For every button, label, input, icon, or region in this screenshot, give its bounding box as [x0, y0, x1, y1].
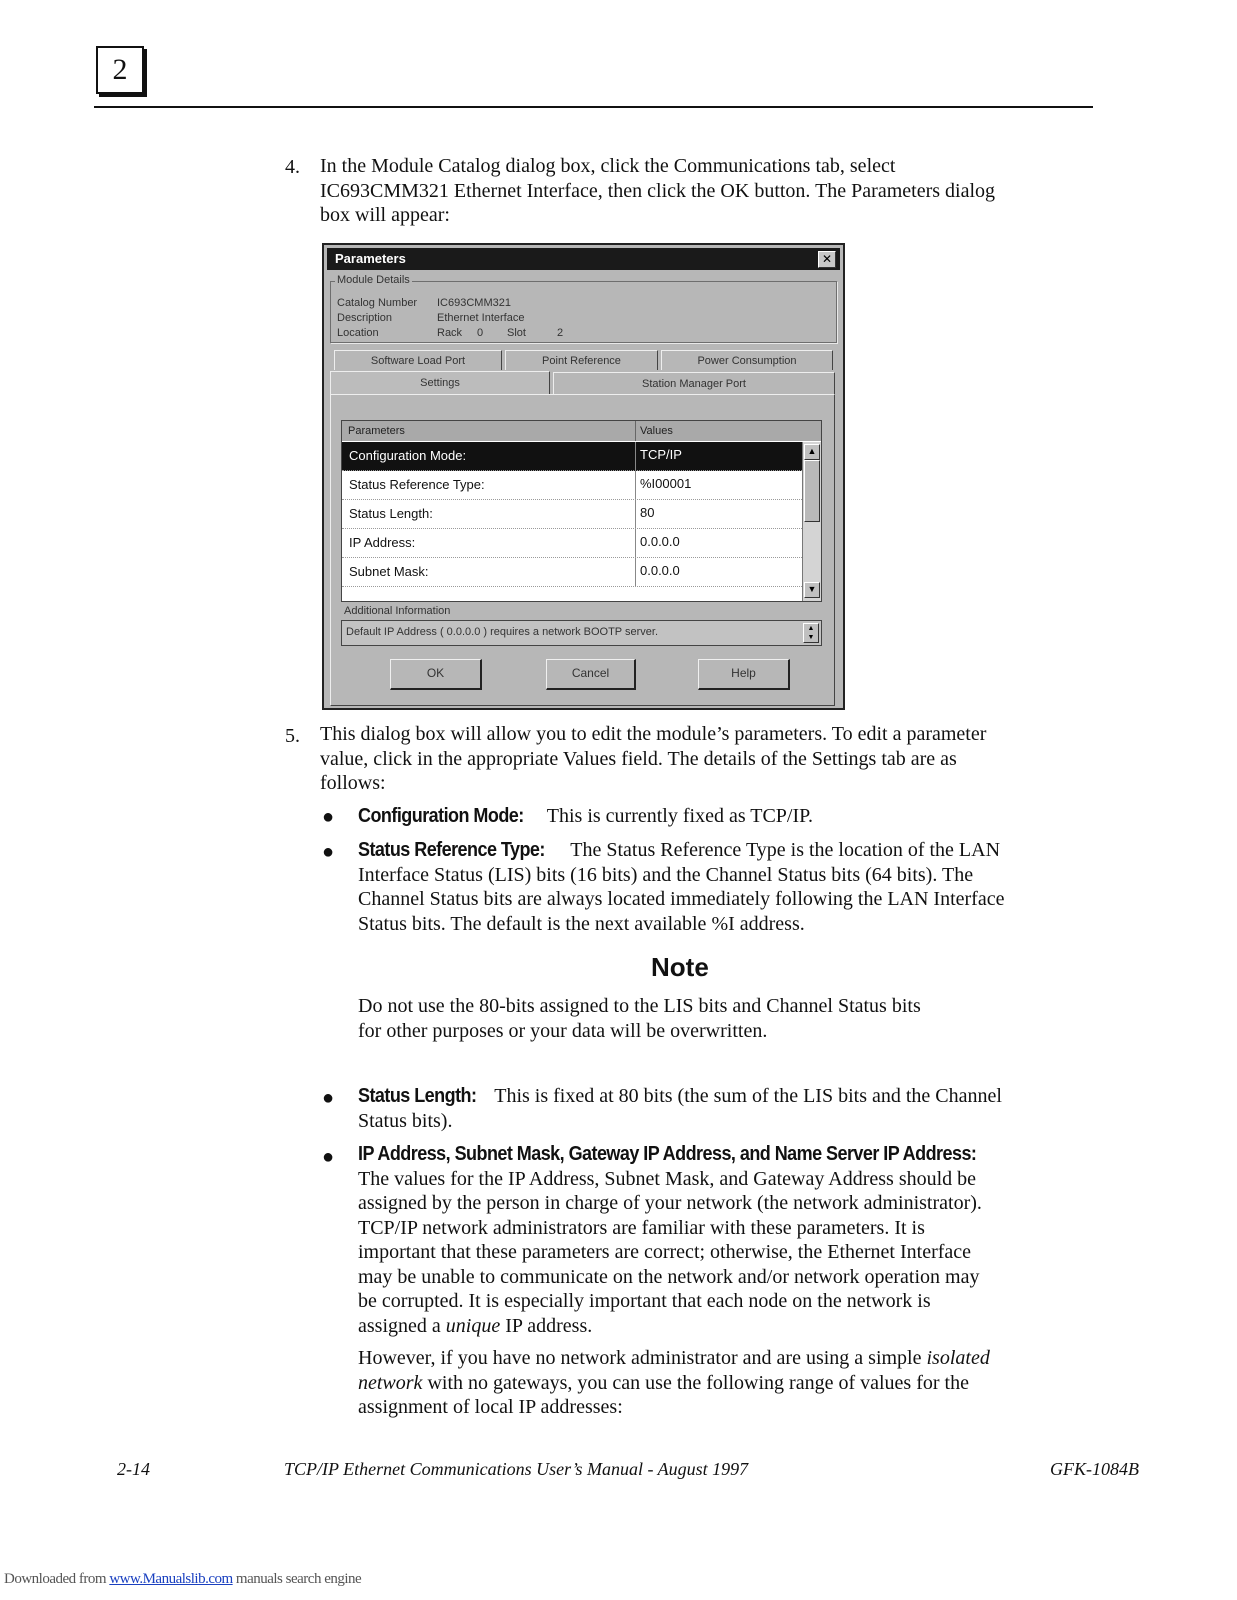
- term-status-length: Status Length:: [358, 1085, 477, 1107]
- cell-divider: [635, 442, 636, 470]
- step-5-line: follows:: [320, 772, 386, 794]
- header-rule: [94, 106, 1093, 108]
- grid-header-values: Values: [640, 425, 673, 437]
- bullet-ip-addresses: [358, 1142, 1098, 1420]
- isolated-pre: However, if you have no network administrator and are using a simple: [358, 1347, 927, 1369]
- tab-settings[interactable]: Settings: [330, 371, 550, 395]
- status-ref-line: The Status Reference Type is the location of the LAN: [570, 839, 1001, 861]
- ip-last-pre: assigned a: [358, 1314, 446, 1337]
- ip-line: TCP/IP network administrators are familiar with these parameters. It is: [358, 1216, 925, 1239]
- footer-doc-number: GFK-1084B: [1050, 1459, 1139, 1479]
- download-suffix: manuals search engine: [232, 1571, 362, 1587]
- help-button[interactable]: Help: [698, 659, 790, 690]
- scroll-down-icon[interactable]: ▼: [804, 582, 820, 598]
- step-5-line: This dialog box will allow you to edit the module’s parameters. To edit a parameter: [320, 723, 987, 745]
- footer-title: TCP/IP Ethernet Communications User’s Manual - August 1997: [284, 1459, 749, 1479]
- step-4-line: box will appear:: [320, 204, 450, 226]
- bullet-dot: ●: [322, 1146, 335, 1168]
- grid-header-parameters: Parameters: [348, 425, 405, 437]
- cancel-button[interactable]: Cancel: [546, 659, 636, 690]
- tab-point-reference[interactable]: Point Reference: [505, 350, 658, 370]
- row-value[interactable]: TCP/IP: [640, 447, 682, 462]
- dialog-titlebar: [327, 248, 840, 270]
- row-value[interactable]: 0.0.0.0: [640, 563, 680, 578]
- step-5-line: value, click in the appropriate Values field. The details of the Settings tab are as: [320, 747, 957, 770]
- row-name: Subnet Mask:: [349, 564, 429, 579]
- grid-header-divider: [635, 421, 636, 441]
- additional-info-title: Additional Information: [344, 605, 451, 617]
- bullet-status-length: [358, 1084, 1098, 1133]
- tab-power-consumption[interactable]: Power Consumption: [661, 350, 833, 370]
- ip-line: The values for the IP Address, Subnet Mask, and Gateway Address should be: [358, 1167, 977, 1190]
- grid-scrollbar[interactable]: [802, 442, 821, 601]
- row-value[interactable]: %I00001: [640, 476, 692, 491]
- grid-row-status-length[interactable]: [342, 500, 802, 529]
- rack-value: 0: [477, 327, 484, 339]
- note-line: for other purposes or your data will be overwritten.: [358, 1019, 768, 1042]
- step-4-line: IC693CMM321 Ethernet Interface, then click the OK button. The Parameters dialog: [320, 179, 995, 202]
- status-ref-line: Interface Status (LIS) bits (16 bits) and the Channel Status bits (64 bits). The: [358, 863, 974, 886]
- ip-last-post: IP address.: [500, 1314, 593, 1337]
- additional-info-box: [341, 620, 822, 646]
- status-ref-line: Status bits. The default is the next available %I address.: [358, 912, 805, 935]
- module-details-title: Module Details: [337, 274, 410, 286]
- cell-divider: [635, 471, 636, 499]
- term-ip-addresses: IP Address, Subnet Mask, Gateway IP Address, and Name Server IP Address:: [358, 1143, 977, 1165]
- step-5-number: 5.: [285, 725, 300, 747]
- row-name: Status Length:: [349, 506, 433, 521]
- status-length-line: Status bits).: [358, 1109, 453, 1132]
- additional-info-text: Default IP Address ( 0.0.0.0 ) requires a network BOOTP server.: [346, 626, 659, 638]
- row-name: Status Reference Type:: [349, 477, 485, 492]
- download-banner: [4, 1571, 361, 1588]
- footer-page-number: 2-14: [117, 1459, 150, 1479]
- module-details-group: [330, 274, 837, 343]
- ip-line: may be unable to communicate on the network and/or network operation may: [358, 1265, 980, 1288]
- cell-divider: [635, 529, 636, 557]
- parameters-dialog: [322, 243, 845, 710]
- bullet-configuration-mode: [358, 804, 1098, 829]
- network-post: with no gateways, you can use the following range of values for the: [422, 1371, 969, 1394]
- network-em: network: [358, 1371, 423, 1394]
- parameters-grid: [341, 420, 822, 602]
- row-name: IP Address:: [349, 535, 416, 550]
- step-4-number: 4.: [285, 156, 300, 178]
- grid-row-status-reference-type[interactable]: [342, 471, 802, 500]
- bullet-status-reference-type: [358, 838, 1098, 936]
- scroll-up-icon[interactable]: ▲: [804, 444, 820, 460]
- ip-line: assigned by the person in charge of your network (the network administrator).: [358, 1192, 982, 1214]
- row-name: Configuration Mode:: [349, 448, 467, 463]
- manualslib-link[interactable]: www.Manualslib.com: [109, 1571, 233, 1587]
- cell-divider: [635, 558, 636, 586]
- info-spinner-icon[interactable]: ▲ ▼: [803, 623, 819, 643]
- row-value[interactable]: 80: [640, 505, 655, 520]
- bullet-dot: ●: [322, 841, 335, 863]
- grid-row-ip-address[interactable]: [342, 529, 802, 558]
- note-line: Do not use the 80-bits assigned to the LIS bits and Channel Status bits: [358, 995, 921, 1017]
- term-status-reference-type: Status Reference Type:: [358, 839, 545, 861]
- ip-last-em: unique: [445, 1314, 501, 1337]
- download-prefix: Downloaded from: [4, 1571, 110, 1587]
- step-4-text: [320, 154, 1080, 228]
- grid-row-configuration-mode[interactable]: [342, 442, 802, 471]
- rack-label: Rack: [437, 327, 463, 339]
- description-label: Description: [337, 312, 393, 324]
- status-ref-line: Channel Status bits are always located immediately following the LAN Interface: [358, 888, 1005, 910]
- catalog-number-value: IC693CMM321: [437, 297, 511, 309]
- chapter-number-box: 2: [96, 46, 144, 94]
- ok-button[interactable]: OK: [390, 659, 482, 690]
- ip-line: be corrupted. It is especially important that each node on the network is: [358, 1290, 931, 1312]
- slot-value: 2: [557, 327, 564, 339]
- isolated-em: isolated: [926, 1347, 990, 1369]
- description-value: Ethernet Interface: [437, 312, 525, 324]
- scroll-thumb[interactable]: [804, 460, 820, 522]
- status-length-line: This is fixed at 80 bits (the sum of the LIS bits and the Channel: [494, 1085, 1002, 1107]
- bullet-dot: ●: [322, 806, 335, 828]
- configuration-mode-text: This is currently fixed as TCP/IP.: [546, 805, 814, 827]
- assignment-line: assignment of local IP addresses:: [358, 1396, 623, 1418]
- dialog-title: Parameters: [335, 251, 406, 266]
- grid-row-subnet-mask[interactable]: [342, 558, 802, 587]
- tab-software-load-port[interactable]: Software Load Port: [334, 350, 502, 370]
- step-5-text: [320, 722, 1080, 796]
- cell-divider: [635, 500, 636, 528]
- tab-station-manager-port[interactable]: Station Manager Port: [553, 372, 835, 394]
- note-text: [358, 994, 1058, 1043]
- term-configuration-mode: Configuration Mode:: [358, 805, 524, 827]
- location-label: Location: [337, 327, 379, 339]
- slot-label: Slot: [507, 327, 526, 339]
- note-heading: Note: [651, 952, 709, 982]
- grid-header: [342, 421, 821, 441]
- bullet-dot: ●: [322, 1087, 335, 1109]
- step-4-line: In the Module Catalog dialog box, click the Communications tab, select: [320, 155, 896, 177]
- close-icon[interactable]: ✕: [818, 251, 836, 268]
- catalog-number-label: Catalog Number: [337, 297, 418, 309]
- row-value[interactable]: 0.0.0.0: [640, 534, 680, 549]
- ip-line: important that these parameters are correct; otherwise, the Ethernet Interface: [358, 1241, 972, 1263]
